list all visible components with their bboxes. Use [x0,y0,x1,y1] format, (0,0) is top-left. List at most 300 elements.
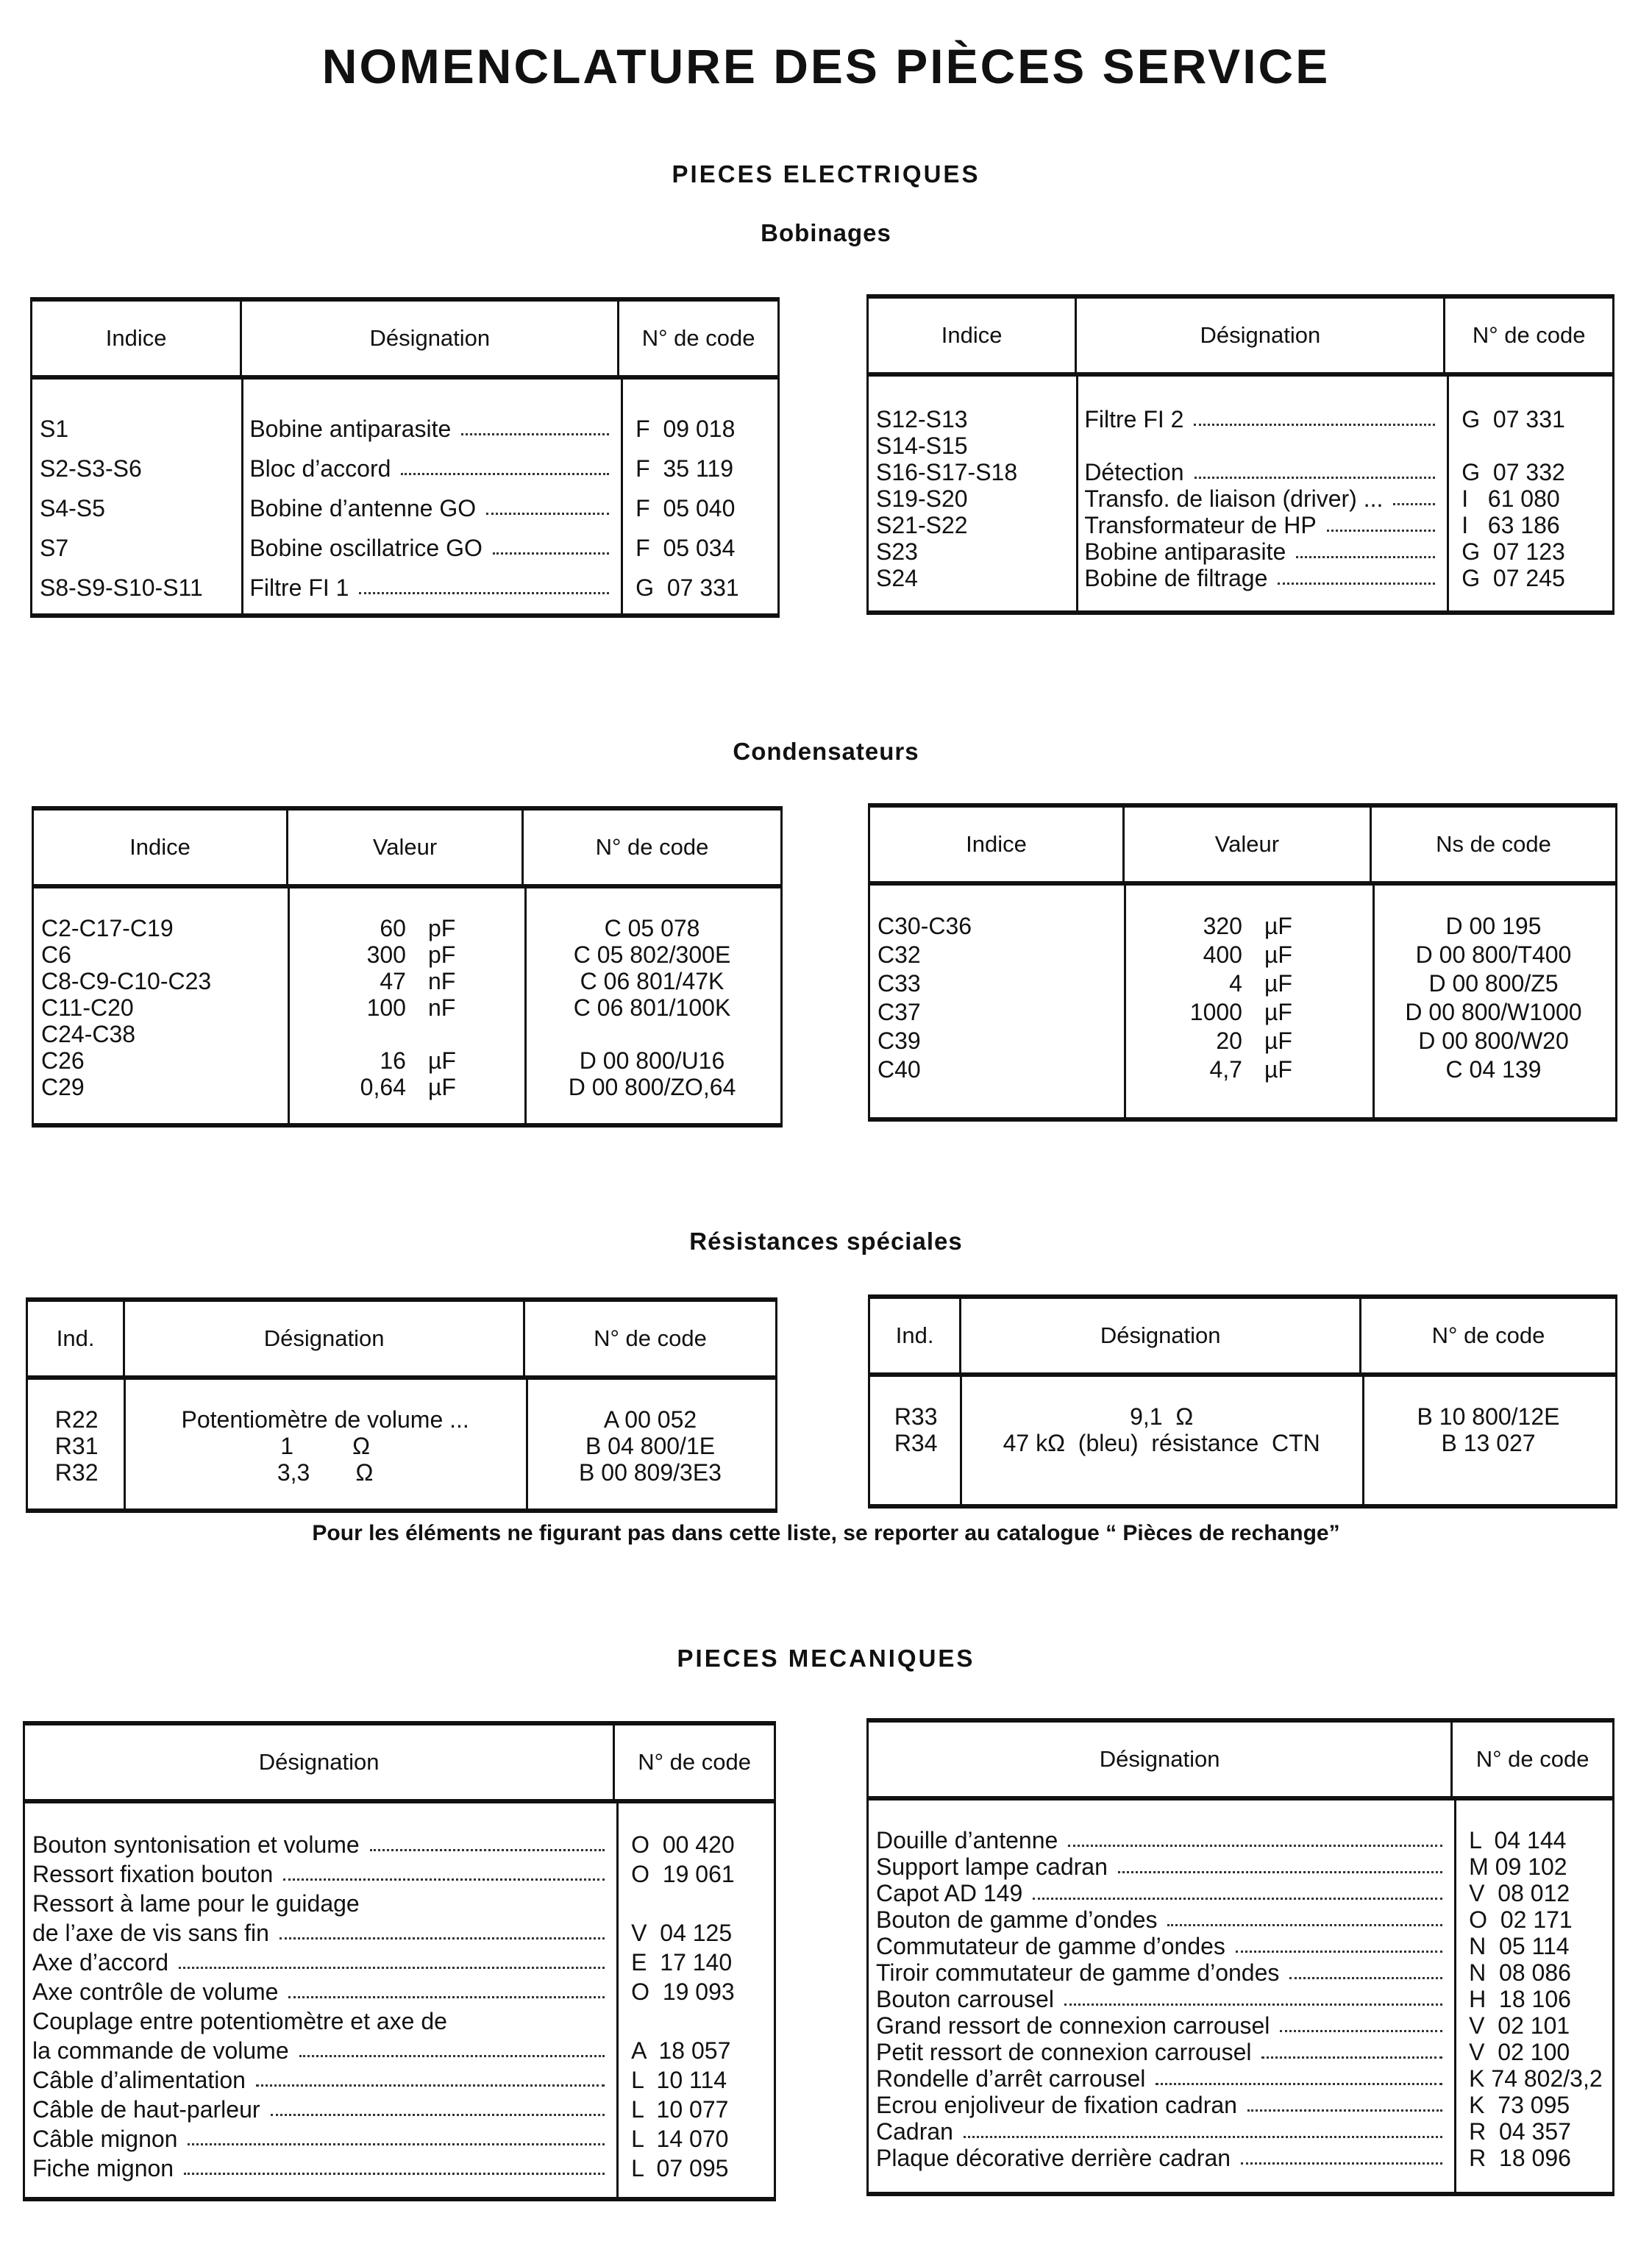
cell-code: O 00 420 [631,1831,735,1858]
dot-leader [1289,1977,1442,1979]
value-number: 1000 [1189,999,1242,1025]
cell-code: M 09 102 [1469,1853,1567,1880]
table-row [870,1403,1615,1430]
table-row [869,459,1612,485]
rows [870,1403,1615,1456]
designation-text: Plaque décorative derrière cadran [876,2144,1231,2171]
table-row [34,968,780,994]
cell-designation [869,1880,1453,1906]
cell-indice: C8-C9-C10-C23 [41,967,212,994]
column-header: Indice [32,302,242,375]
cell-code: G 07 331 [635,574,739,601]
cell-code: L 04 144 [1469,1826,1567,1853]
table-mec-left [23,1721,776,2201]
table-body [870,886,1615,1117]
cell-code: D 00 800/T400 [1415,941,1572,968]
cell-designation [25,2124,615,2154]
dot-leader [964,2136,1442,2138]
table-row [25,2154,774,2183]
table-row [869,1880,1612,1906]
cell-code: D 00 800/W20 [1418,1027,1569,1054]
cell-code: B 10 800/12E [1417,1403,1560,1430]
table-row [34,1047,780,1074]
value-number: 4,7 [1209,1056,1242,1083]
table-row [25,2124,774,2154]
cell-designation [242,449,619,488]
cell-indice: C24-C38 [41,1020,136,1047]
designation-text: Filtre FI 2 [1084,405,1184,432]
cell-indice: S21-S22 [876,511,968,538]
dot-leader [486,513,609,515]
column-header: Désignation [1077,299,1445,372]
designation-text: Bouton de gamme d’ondes [876,1906,1158,1933]
column-header: Indice [870,808,1125,881]
table-row [869,1933,1612,1959]
table-row [870,1430,1615,1456]
cell-designation: 47 kΩ (bleu) résistance CTN [1003,1429,1320,1456]
column-header: N° de code [1475,1746,1589,1772]
designation-text: Câble mignon [32,2125,178,2152]
cell-designation [1077,406,1445,432]
designation-text: Cadran [876,2117,953,2145]
section-electrical: PIECES ELECTRIQUES [672,160,980,188]
cell-val [288,915,524,941]
designation-text: Bobine oscillatrice GO [249,534,483,561]
dot-leader [1195,477,1436,479]
table-row [869,1853,1612,1880]
cell-val [1125,969,1372,998]
table-row [869,432,1612,459]
cell-indice: C6 [41,941,71,968]
cell-designation [25,2095,615,2124]
table-header [869,299,1612,377]
cell-code: L 10 114 [631,2066,727,2093]
table-cond-left [32,806,783,1128]
cell-designation [869,1906,1453,1933]
cell-val [288,994,524,1021]
dot-leader [1278,583,1435,585]
designation-text: Support lampe cadran [876,1853,1108,1880]
table-res-right [868,1294,1617,1509]
cell-designation [869,2012,1453,2039]
cell-designation [25,2036,615,2065]
cell-code [615,1889,774,1918]
cell-indice: C29 [41,1073,85,1100]
table-row [869,1986,1612,2012]
rows [870,912,1615,1084]
dot-leader [1194,424,1435,426]
cell-code: C 05 802/300E [573,941,731,968]
cell-indice: C40 [877,1056,921,1083]
cell-designation [25,1859,615,1889]
column-header: Désignation [25,1725,615,1799]
table-row [32,409,777,449]
dot-leader [280,1937,605,1940]
table-row [28,1406,775,1433]
cell-designation [869,2145,1453,2171]
cell-code [524,1021,780,1047]
column-header: Désignation [961,1299,1361,1372]
cell-indice: C2-C17-C19 [41,914,174,941]
cell-code: B 13 027 [1441,1429,1536,1456]
table-body [32,380,777,613]
table-row [869,2065,1612,2092]
designation-text: Détection [1084,458,1184,485]
table-row [32,488,777,528]
table-body [869,377,1612,610]
table-row [869,565,1612,591]
column-header: Indice [34,811,288,884]
designation-text: Ressort fixation bouton [32,1860,274,1887]
cell-indice: R33 [894,1403,938,1430]
cell-designation [25,2154,615,2183]
designation-text: Axe d’accord [32,1948,168,1976]
cell-indice: S16-S17-S18 [876,458,1018,485]
designation-text: Bobine d’antenne GO [249,494,477,521]
table-row [34,941,780,968]
cell-indice: R22 [54,1406,99,1433]
cell-val [288,1047,524,1074]
table-row [34,915,780,941]
value-number: 16 [380,1047,406,1074]
cell-indice: R34 [894,1429,938,1456]
cell-code: G 07 332 [1461,458,1565,485]
table-bob-left [30,297,780,618]
cell-designation [25,1830,615,1859]
value-number: 400 [1203,941,1242,968]
designation-text: Bouton carrousel [876,1985,1054,2012]
value-unit: µF [1264,970,1292,997]
table-row [869,2039,1612,2065]
dot-leader [256,2084,605,2087]
cell-designation [1077,432,1445,459]
value-unit: µF [427,1047,456,1074]
dot-leader [271,2114,605,2116]
table-row [869,485,1612,512]
rows [869,406,1612,591]
table-row [869,1959,1612,1986]
cell-indice: C30-C36 [877,913,972,939]
column-header: Ind. [870,1299,961,1372]
cell-designation [25,1948,615,1977]
dot-leader [493,552,609,555]
cell-designation [25,1889,615,1918]
dot-leader [359,592,609,594]
rows [28,1406,775,1486]
table-body [34,888,780,1123]
designation-text: Filtre FI 1 [249,574,349,601]
table-mec-right [866,1718,1614,2196]
designation-text: Transformateur de HP [1084,511,1317,538]
value-number: 100 [366,994,406,1021]
dot-leader [1327,530,1436,532]
column-header: N° de code [595,834,709,860]
cell-val [1125,1055,1372,1084]
table-row [32,568,777,608]
table-row [869,2145,1612,2171]
cell-indice: S4-S5 [40,494,105,521]
value-unit: µF [1264,999,1292,1025]
cell-code: B 00 809/3E3 [579,1458,722,1486]
table-row [870,1055,1615,1084]
cell-code: I 61 080 [1461,485,1560,512]
dot-leader [288,1996,605,1998]
dot-leader [461,433,609,435]
cell-code: O 19 061 [631,1860,735,1887]
cell-code: K 74 802/3,2 [1469,2065,1603,2092]
table-row [869,406,1612,432]
dot-leader [1064,2003,1442,2006]
cell-code: G 07 123 [1461,538,1565,565]
cell-code: C 06 801/100K [573,994,731,1021]
value-unit: µF [1264,913,1292,939]
cell-designation [242,528,619,568]
cell-indice: S14-S15 [876,432,968,459]
cell-indice: R32 [54,1458,99,1486]
table-row [25,2006,774,2036]
table-row [28,1433,775,1459]
cell-code: D 00 800/Z5 [1428,970,1559,997]
table-row [34,1074,780,1100]
table-row [869,1906,1612,1933]
value-number: 4 [1229,970,1242,997]
table-row [28,1459,775,1486]
designation-text: Rondelle d’arrêt carrousel [876,2065,1146,2092]
cell-code: V 02 101 [1469,2012,1570,2039]
cell-code: K 73 095 [1469,2091,1570,2118]
column-header: Ns de code [1436,831,1551,857]
table-row [869,2012,1612,2039]
designation-text: Bobine de filtrage [1084,564,1268,591]
designation-text: Douille d’antenne [876,1826,1058,1853]
designation-text: Bobine antiparasite [249,415,452,442]
table-row [25,2036,774,2065]
catalogue-note: Pour les éléments ne figurant pas dans cette liste, se reporter au catalogue “ Pièces de rechange” [312,1521,1340,1545]
column-header: N° de code [638,1749,751,1775]
designation-text: Capot AD 149 [876,1879,1023,1906]
table-row [870,1027,1615,1055]
cell-val [1125,1027,1372,1055]
cell-indice: C33 [877,970,921,997]
cell-designation [242,568,619,608]
designation-text: Bobine antiparasite [1084,538,1286,565]
dot-leader [1236,1951,1442,1953]
cell-indice: S24 [876,564,918,591]
table-row [25,2095,774,2124]
designation-text: Bouton syntonisation et volume [32,1831,360,1858]
table-header [869,1723,1612,1800]
column-header: N° de code [1472,322,1586,348]
cell-val [288,1074,524,1100]
cell-indice: C26 [41,1047,85,1074]
cell-indice: C39 [877,1027,921,1054]
table-row [870,941,1615,969]
cell-code: I 63 186 [1461,511,1560,538]
cell-code: G 07 245 [1461,564,1565,591]
table-body [28,1380,775,1509]
cell-code: R 18 096 [1469,2144,1571,2171]
cell-designation: 3,3 Ω [277,1458,374,1486]
table-row [869,2092,1612,2118]
cell-code: L 14 070 [631,2125,729,2152]
cell-code: G 07 331 [1461,405,1565,432]
cell-code: D 00 800/ZO,64 [568,1073,736,1100]
cell-code: O 02 171 [1469,1906,1573,1933]
designation-text: Bloc d’accord [249,455,391,482]
cell-code: D 00 800/W1000 [1405,999,1582,1025]
cell-indice: S8-S9-S10-S11 [40,574,203,601]
dot-leader [1241,2162,1442,2165]
designation-text: Petit ressort de connexion carrousel [876,2038,1252,2065]
designation-text: Fiche mignon [32,2154,174,2181]
cell-indice: S19-S20 [876,485,968,512]
cell-code: V 08 012 [1469,1879,1570,1906]
table-header [870,1299,1615,1377]
designation-text: Grand ressort de connexion carrousel [876,2012,1270,2039]
cell-code: D 00 195 [1445,913,1542,939]
rows [32,409,777,608]
value-number: 47 [380,967,406,994]
cell-code: F 05 040 [635,494,736,521]
cell-code: D 00 800/U16 [579,1047,725,1074]
dot-leader [299,2055,605,2057]
cell-code: V 04 125 [631,1919,733,1946]
cell-indice: S2-S3-S6 [40,455,142,482]
table-row [32,528,777,568]
value-unit: µF [427,1073,456,1100]
table-header [32,302,777,380]
designation-text: Câble de haut-parleur [32,2095,260,2123]
dot-leader [1280,2030,1442,2032]
table-row [25,1918,774,1948]
heading-resistances: Résistances spéciales [689,1228,963,1255]
cell-code: A 18 057 [631,2037,731,2064]
rows [25,1830,774,2183]
table-row [869,1827,1612,1853]
heading-bobinages: Bobinages [761,219,891,246]
dot-leader [1261,2056,1442,2059]
cell-code: A 00 052 [603,1406,697,1433]
designation-text: Couplage entre potentiomètre et axe de [32,2007,447,2034]
table-row [25,1859,774,1889]
column-header: N° de code [641,325,755,351]
cell-code: N 08 086 [1469,1959,1571,1986]
designation-text: Axe contrôle de volume [32,1978,279,2005]
table-row [25,1948,774,1977]
cell-designation [25,2006,615,2036]
table-row [869,538,1612,565]
cell-designation [1077,459,1445,485]
cell-code: L 10 077 [631,2095,729,2123]
dot-leader [1033,1898,1442,1900]
dot-leader [184,2173,605,2175]
table-row [34,1021,780,1047]
designation-text: Tiroir commutateur de gamme d’ondes [876,1959,1280,1986]
cell-designation [869,2092,1453,2118]
cell-code: L 07 095 [631,2154,729,2181]
cell-indice: S1 [40,415,69,442]
value-number: 0,64 [360,1073,406,1100]
dot-leader [1118,1871,1442,1873]
value-number: 320 [1203,913,1242,939]
cell-val [288,968,524,994]
table-row [869,2118,1612,2145]
cell-indice: S12-S13 [876,405,968,432]
dot-leader [1068,1845,1442,1847]
cell-code: V 02 100 [1469,2038,1570,2065]
cell-indice: R31 [54,1432,99,1459]
designation-text: Transfo. de liaison (driver) ... [1084,485,1384,512]
column-header: Indice [869,299,1077,372]
table-body [25,1803,774,2197]
cell-designation [869,2118,1453,2145]
cell-code: N 05 114 [1469,1932,1570,1959]
value-unit: nF [427,967,456,994]
cell-indice: C11-C20 [41,994,134,1021]
table-bob-right [866,294,1614,615]
dot-leader [283,1878,605,1881]
cell-code: F 05 034 [635,534,736,561]
cell-val [1125,941,1372,969]
dot-leader [1296,556,1435,558]
heading-condensateurs: Condensateurs [733,738,919,765]
cell-designation [1077,565,1445,591]
cell-designation [25,2065,615,2095]
cell-designation [242,409,619,449]
cell-code: C 05 078 [604,914,700,941]
designation-text: la commande de volume [32,2037,289,2064]
column-header: Valeur [1125,808,1372,881]
cell-designation [1077,538,1445,565]
table-row [25,1889,774,1918]
cell-indice: C32 [877,941,921,968]
section-mechanical: PIECES MECANIQUES [677,1645,975,1672]
value-unit: pF [427,914,456,941]
table-row [25,1977,774,2006]
cell-val [288,941,524,968]
dot-leader [188,2143,605,2145]
table-row [34,994,780,1021]
designation-text: Câble d’alimentation [32,2066,246,2093]
table-row [32,449,777,488]
table-row [869,512,1612,538]
table-res-left [26,1297,777,1513]
rows [34,915,780,1100]
cell-code: C 06 801/47K [580,967,724,994]
table-body [869,1800,1612,2192]
cell-designation [869,2039,1453,2065]
dot-leader [1393,503,1435,505]
table-header [28,1302,775,1380]
cell-designation [25,1977,615,2006]
cell-designation: 9,1 Ω [1130,1403,1194,1430]
table-body [870,1377,1615,1504]
cell-designation: 1 Ω [280,1432,371,1459]
cell-code: O 19 093 [631,1978,735,2005]
designation-text: Ressort à lame pour le guidage [32,1889,360,1917]
cell-code [615,2006,774,2036]
cell-designation [25,1918,615,1948]
dot-leader [1167,1924,1442,1926]
dot-leader [370,1849,605,1851]
cell-code: F 09 018 [635,415,736,442]
rows [869,1827,1612,2171]
cell-indice: S7 [40,534,69,561]
cell-designation [869,1986,1453,2012]
cell-indice: S23 [876,538,918,565]
value-unit: µF [1264,1056,1292,1083]
value-unit: µF [1264,941,1292,968]
